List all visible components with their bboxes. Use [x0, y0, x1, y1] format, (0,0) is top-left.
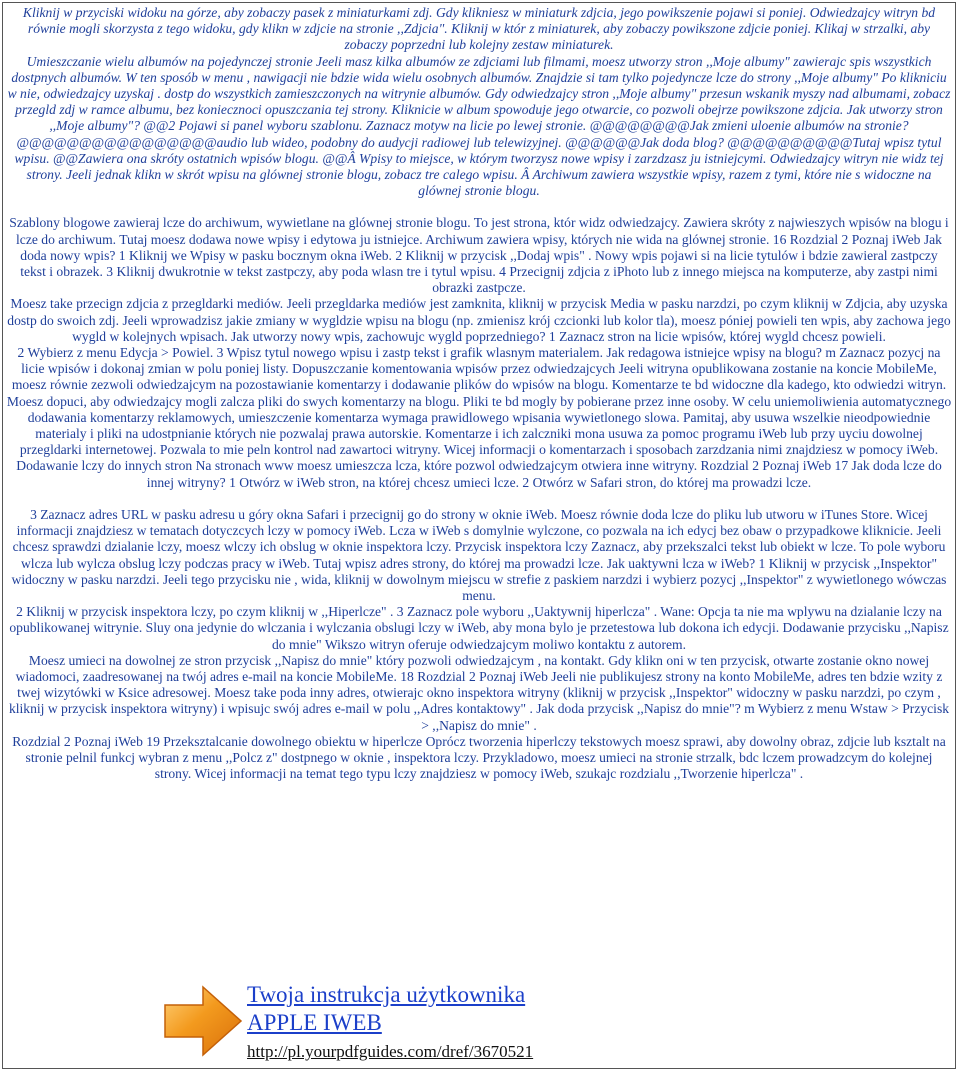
- document-paragraph: 2 Kliknij w przycisk inspektora lczy, po czym kliknij w ,,Hiperlcze" . 3 Zaznacz pole wyboru ,,Uaktywnij hiperlcza" . Wane: Opcja ta nie ma wplywu na dzialanie lczy na opublikowanej witrynie. Sluy ona jedynie do wlczania i wylczania obslugi lczy w iWeb, aby mona bylo je przetestowa lub dokona ich edycji. Dodawanie przycisku ,,Napisz do mnie" Wikszo witryn oferuje odwiedzajcym moliwo kontaktu z autorem.: [9, 604, 949, 652]
- document-body: [3, 3, 955, 782]
- document-paragraph: Rozdzial 2 Poznaj iWeb 19 Przeksztalcanie dowolnego obiektu w hiperlcze Oprócz tworzenia hiperlczy tekstowych moesz sprawi, aby dowolny obraz, zdjcie lub ksztalt na stronie pelnil funkcj wybran z menu ,,Polcz z" dostpnego w oknie , inspektora lczy. Przykladowo, moesz umieci na stronie strzalk, bdc lczem prowadzcym do kolejnej strony. Wicej informacji na temat tego typu lczy znajdziesz w pomocy iWeb, szukajc rozdzialu ,,Tworzenie hiperlcza" .: [12, 733, 946, 782]
- orange-arrow-icon: [155, 975, 247, 1067]
- document-paragraph: Umieszczanie wielu albumów na pojedynczej stronie Jeeli masz kilka albumów ze zdjciami lub filmami, moesz utworzy stron ,,Moje albumy" zawierajc spis wszystkich dostpnych albumów. W ten sposób w menu , nawigacji nie bdzie wida wielu osobnych albumów. Znajdzie si tam tylko pojedyncze lcze do strony ,,Moje albumy" Po klikniciu w nie, odwiedzajcy uzyskaj . dostp do wszystkich zamieszczonych na witrynie albumów. Gdy odwiedzajcy stron ,,Moje albumy" przesun wskanik myszy nad albumami, zobacz przegld zdj w ramce albumu, bez koniecznoci opuszczania tej strony. Kliknicie w album spowoduje jego otwarcie, co pozwoli obejrze powikszone zdjcia. Jak utworzy stron ,,Moje albumy"? @@2 Pojawi si panel wyboru szablonu. Zaznacz motyw na licie po lewej stronie. @@@@@@@@Jak zmieni uloenie albumów na stronie? @@@@@@@@@@@@@@@@audio lub wideo, podobny do audycji radiowej lub telewizyjnej. @@@@@@Jak doda blog? @@@@@@@@@@Tutaj wpisz tytul wpisu. @@Zawiera ona skróty ostatnich wpisów blogu. @@Â Wpisy to miejsce, w którym tworzysz nowe wpisy i zarzdzasz ju istniejcymi. Odwiedzajcy witryn nie widz tej strony. Jeeli jednak klikn w skrót wpisu na glównej stronie blogu, zobacz tre calego wpisu. Â Archiwum zawiera wszystkie wpisy, razem z tymi, które nie s widoczne na glównej stronie blogu.: [7, 53, 951, 199]
- document-paragraph: 2 Wybierz z menu Edycja > Powiel. 3 Wpisz tytul nowego wpisu i zastp tekst i grafik wlasnym materialem. Jak redagowa istniejce wpisy na blogu? m Zaznacz pozycj na licie wpisów i dokonaj zmian w polu poniej listy. Dopuszczanie komentowania wpisów przez odwiedzajcych Jeeli witryna opublikowana zostanie na koncie MobileMe, moesz równie zezwoli odwiedzajcym na pozostawianie komentarzy i dodawanie plików do wpisów na blogu. Komentarze te bd widoczne dla kadego, kto odwiedzi witryn.: [11, 345, 947, 393]
- document-paragraph: Szablony blogowe zawieraj lcze do archiwum, wywietlane na glównej stronie blogu. To jest strona, któr widz odwiedzajcy. Zawiera skróty z najwieszych wpisów na blogu i lcze do archiwum. Tutaj moesz dodawa nowe wpisy i edytowa ju istniejce. Archiwum zawiera wpisy, których nie wida na glównej stronie. 16 Rozdzial 2 Poznaj iWeb Jak doda nowy wpis? 1 Kliknij we Wpisy w pasku bocznym okna iWeb. 2 Kliknij w przycisk ,,Dodaj wpis" . Nowy wpis pojawi si na licie tytulów i bdzie zawieral zastpczy tekst i obrazek. 3 Kliknij dwukrotnie w tekst zastpczy, aby poda wlasn tre i tytul wpisu. 4 Przecignij zdjcia z iPhoto lub z innego miejsca na komputerze, aby zastpi nimi obrazki zastpcze.: [9, 215, 949, 296]
- manual-title-link[interactable]: Twoja instrukcja użytkownika: [247, 982, 526, 1007]
- footer-text: [247, 981, 533, 1063]
- source-url-link[interactable]: http://pl.yourpdfguides.com/dref/3670521: [247, 1042, 534, 1061]
- document-paragraph: 3 Zaznacz adres URL w pasku adresu u góry okna Safari i przecignij go do strony w oknie iWeb. Moesz równie doda lcze do pliku lub utworu w iTunes Store. Wicej informacji znajdziesz w tematach dotyczcych lczy w pomocy iWeb. Lcza w iWeb s domylnie wylczone, co pozwala na ich edycj bez obaw o przypadkowe kliknicie. Jeeli chcesz sprawdzi dzialanie lczy, moesz wlczy ich obslug w oknie inspektora lczy. Przycisk inspektora lczy Zaznacz, aby przekszalci tekst lub obiekt w lcze. To pole wyboru wlcza lub wylcza obslug lczy podczas pracy w iWeb. Tutaj wpisz adres strony, do której ma prowadzi lcze. Jak uaktywni lcza w iWeb? 1 Kliknij w przycisk ,,Inspektor" widoczny w pasku narzdzi. Jeeli tego przycisku nie , wida, kliknij w dowolnym miejscu w strefie z paskiem narzdzi i wybierz pozycj ,,Inspektor" z wywietlonego wówczas menu.: [11, 506, 947, 603]
- footer: [155, 975, 715, 1067]
- document-paragraph: Moesz dopuci, aby odwiedzajcy mogli zalcza pliki do swych komentarzy na blogu. Pliki te bd mogly by pobierane przez inne osoby. W celu uniemoliwienia automatycznego dodawania komentarzy reklamowych, umieszczenie komentarza wymaga prawidlowego wpisania wywietlonego slowa. Pamitaj, aby usuwa wszelkie nieodpowiednie materialy i pliki na udostpnianie których nie pozwalaj prawa autorskie. Komentarze i ich zalczniki mona usuwa za pomoc programu iWeb lub przy uyciu dowolnej przegldarki internetowej. Pozwala to mie peln kontrol nad zawartoci witryny. Wicej informacji o komentarzach i sposobach zarzdzania nimi znajdziesz w pomocy iWeb. Dodawanie lczy do innych stron Na stronach www moesz umieszcza lcza, które pozwol odwiedzajcym otwiera inne witryny. Rozdzial 2 Poznaj iWeb 17 Jak doda lcze do innej witryny? 1 Otwórz w iWeb stron, na której chcesz umieci lcze. 2 Otwórz w Safari stron, do której ma prowadzi lcze.: [6, 393, 952, 490]
- document-page: [2, 2, 956, 1069]
- document-paragraph: Moesz umieci na dowolnej ze stron przycisk ,,Napisz do mnie" który pozwoli odwiedzajcym , na kontakt. Gdy klikn oni w ten przycisk, otwarte zostanie okno nowej wiadomoci, zaadresowanej na twój adres e-mail na koncie MobileMe. 18 Rozdzial 2 Poznaj iWeb Jeeli nie publikujesz strony na konto MobileMe, adres ten bdzie wzity z twej wizytówki w Ksice adresowej. Moesz take poda inny adres, otwierajc okno inspektora witryny (kliknij w przycisk ,,Inspektor" widoczny w pasku narzdzi, po czym , kliknij w przycisk inspektora witryny) i wpisujc swój adres e-mail w polu ,,Adres kontaktowy" . Jak doda przycisk ,,Napisz do mnie"? m Wybierz z menu Wstaw > Przycisk > ,,Napisz do mnie" .: [8, 652, 950, 733]
- product-name-link[interactable]: APPLE IWEB: [247, 1010, 382, 1035]
- document-paragraph: Kliknij w przyciski widoku na górze, aby zobaczy pasek z miniaturkami zdj. Gdy klikniesz w miniaturk zdjcia, jego powikszenie pojawi si poniej. Odwiedzajcy witryn bd równie mogli skorzysta z tego widoku, gdy klikn w zdjcie na stronie ,,Zdjcia". Kliknij w któr z miniaturek, aby zobaczy powikszone zdjcie poniej. Klikaj w strzalki, aby zobaczy poprzedni lub kolejny zestaw miniaturek.: [22, 5, 936, 53]
- document-paragraph: Moesz take przecign zdjcia z przegldarki mediów. Jeeli przegldarka mediów jest zamknita, kliknij w przycisk Media w pasku narzdzi, po czym kliknij w Zdjcia, aby uzyska dostp do swoich zdj. Jeeli wprowadzisz jakie zmiany w wygldzie wpisu na blogu (np. zmienisz krój czcionki lub kolor tla), moesz póniej powieli ten wpis, aby zachowa jego wygld w kolejnych wpisach. Jak utworzy nowy wpis, zachowujc wygld poprzedniego? 1 Zaznacz stron na licie wpisów, której wygld chcesz powieli.: [7, 296, 951, 344]
